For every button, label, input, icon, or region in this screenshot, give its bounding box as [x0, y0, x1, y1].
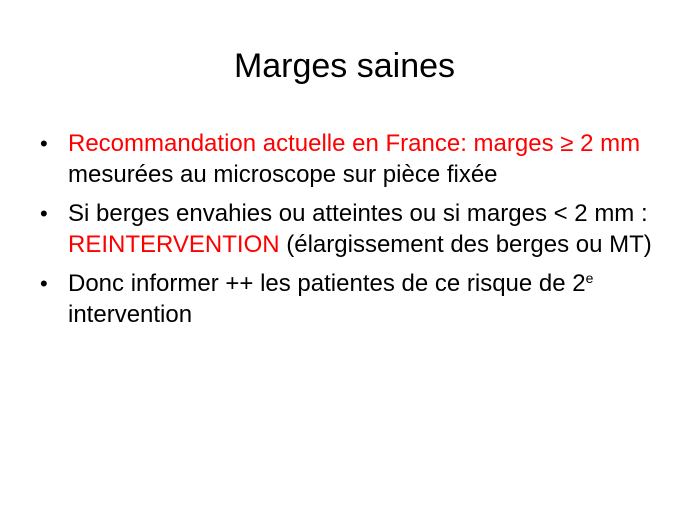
slide-title: Marges saines [233, 47, 456, 85]
bullet-list [38, 128, 658, 338]
bullet-3-text: Donc informer ++ les patientes de ce risque de 2 [68, 270, 586, 297]
bullet-icon: • [40, 131, 48, 156]
bullet-2-text: Si berges envahies ou atteintes ou si marges < 2 mm : [68, 200, 648, 227]
bullet-2-text-end: (élargissement des berges ou MT) [279, 231, 652, 258]
bullet-3-text-end: intervention [68, 301, 193, 328]
bullet-item-2 [38, 198, 658, 260]
bullet-item-1 [38, 128, 658, 190]
bullet-icon: • [40, 271, 48, 296]
bullet-1-text: mesurées au microscope sur pièce fixée [68, 161, 498, 188]
bullet-3-superscript: e [585, 270, 594, 286]
bullet-1-highlight: Recommandation actuelle en France: marges ≥ 2 mm [68, 130, 641, 157]
bullet-item-3 [38, 268, 658, 330]
bullet-2-highlight: REINTERVENTION [68, 231, 280, 258]
bullet-icon: • [40, 201, 48, 226]
